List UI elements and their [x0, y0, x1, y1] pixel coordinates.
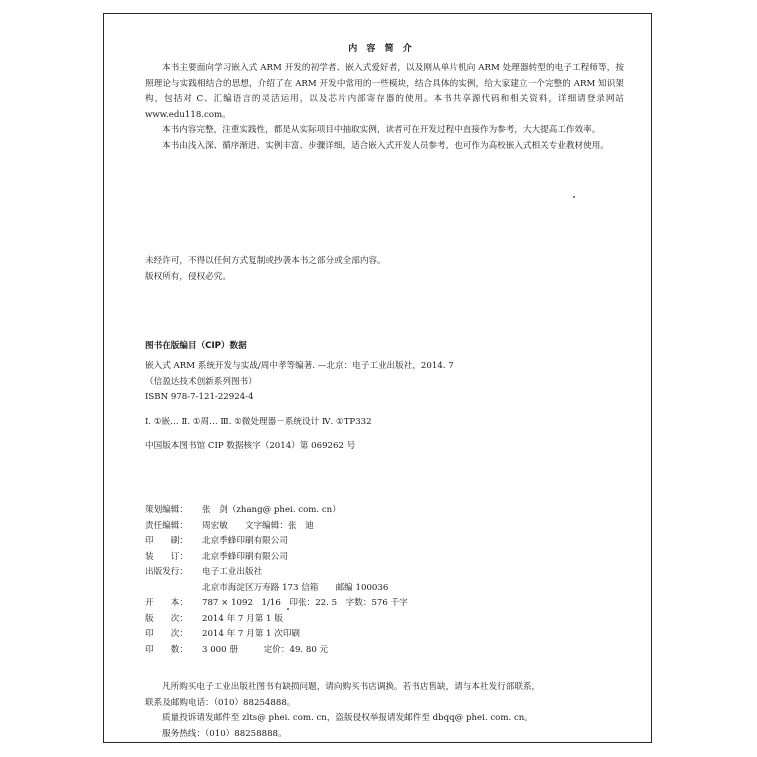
credit-row — [145, 612, 625, 628]
credit-label: 策划编辑： — [145, 505, 188, 515]
credit-value: 北京季蜂印刷有限公司 — [202, 551, 288, 562]
print-speck — [573, 196, 575, 198]
credit-row — [145, 503, 625, 519]
credit-value: 3 000 册 定价：49. 80 元 — [202, 644, 329, 655]
cip-heading: 图书在版编目（CIP）数据 — [145, 341, 247, 351]
credit-row — [145, 627, 625, 643]
credit-row — [145, 550, 625, 566]
notice-line: 凡所购买电子工业出版社图书有缺损问题，请向购买书店调换。若书店售缺，请与本社发行部联系， — [162, 682, 541, 692]
page-title: 内 容 简 介 — [348, 44, 415, 54]
credit-address — [145, 581, 625, 597]
credit-value: 北京市海淀区万寿路 173 信箱 邮编 100036 — [202, 582, 389, 593]
credit-label: 印 次： — [145, 629, 188, 639]
purchase-notice — [145, 680, 625, 742]
credit-label: 出版发行： — [145, 567, 188, 577]
rights-line: 未经许可，不得以任何方式复制或抄袭本书之部分或全部内容。 — [145, 256, 386, 266]
notice-line: 联系及邮购电话：（010）88254888。 — [145, 697, 296, 708]
notice-line: 服务热线：（010）88258888。 — [162, 728, 287, 739]
print-speck — [287, 608, 289, 610]
credit-value: 2014 年 7 月第 1 版 — [202, 613, 283, 624]
rights-line: 版权所有，侵权必究。 — [145, 271, 231, 282]
cip-data — [145, 359, 625, 455]
credit-value: 周宏敏 文字编辑：张 迪 — [202, 520, 314, 531]
credit-row — [145, 596, 625, 612]
credit-label: 责任编辑： — [145, 520, 188, 531]
introduction-section — [145, 61, 624, 154]
credit-value: 2014 年 7 月第 1 次印刷 — [202, 629, 301, 639]
intro-paragraph: 本书由浅入深、循序渐进、实例丰富、步骤详细，适合嵌入式开发人员参考，也可作为高校嵌入式相关专业教材使用。 — [162, 140, 609, 151]
credit-value: 电子工业出版社 — [202, 567, 263, 577]
rights-notice — [145, 254, 625, 285]
credit-label: 印 刷： — [145, 536, 188, 546]
cip-line: （信盈达技术创新系列图书） — [145, 376, 257, 387]
credit-label: 版 次： — [145, 613, 188, 624]
credit-row — [145, 643, 625, 659]
cip-line: ISBN 978-7-121-22924-4 — [145, 392, 254, 402]
credit-row — [145, 519, 625, 535]
credit-value: 张 剑（zhang@ phei. com. cn） — [202, 505, 341, 515]
publication-credits — [145, 503, 625, 658]
credit-label: 印 数： — [145, 644, 188, 655]
notice-line: 质量投诉请发邮件至 zlts@ phei. com. cn，盗版侵权举报请发邮件至 dbqq@ phei. com. cn。 — [162, 713, 533, 723]
intro-paragraph: 本书主要面向学习嵌入式 ARM 开发的初学者、嵌入式爱好者，以及刚从单片机向 ARM 处理器转型的电子工程师等，按照理论与实践相结合的思想，介绍了在 ARM 开发中常用的一些模块，结合具体的实例，给大家建立一个完整的 ARM 知识架构，包括对 C、汇编语言的灵活运用，以及芯片内部寄存器的使用。本书共享源代码和相关资料，详细请登录网站 www.edu118.com。 — [145, 63, 624, 120]
credit-value: 北京季蜂印刷有限公司 — [202, 536, 288, 546]
cip-line: 嵌入式 ARM 系统开发与实战/周中孝等编著. —北京：电子工业出版社，2014. 7 — [145, 361, 454, 371]
intro-paragraph: 本书内容完整，注重实践性，都是从实际项目中抽取实例，读者可在开发过程中直接作为参考，大大提高工作效率。 — [162, 125, 601, 135]
credit-row — [145, 534, 625, 550]
cip-line: Ⅰ. ①嵌… Ⅱ. ①周… Ⅲ. ①微处理器－系统设计 Ⅳ. ①TP332 — [145, 416, 372, 427]
copyright-page — [103, 13, 652, 743]
credit-label: 装 订： — [145, 551, 188, 562]
credit-label: 开 本： — [145, 598, 188, 608]
credit-value: 787 × 1092 1/16 印张：22. 5 字数：576 千字 — [202, 598, 408, 608]
cip-line: 中国版本图书馆 CIP 数据核字（2014）第 069262 号 — [145, 441, 356, 451]
credit-row — [145, 565, 625, 581]
